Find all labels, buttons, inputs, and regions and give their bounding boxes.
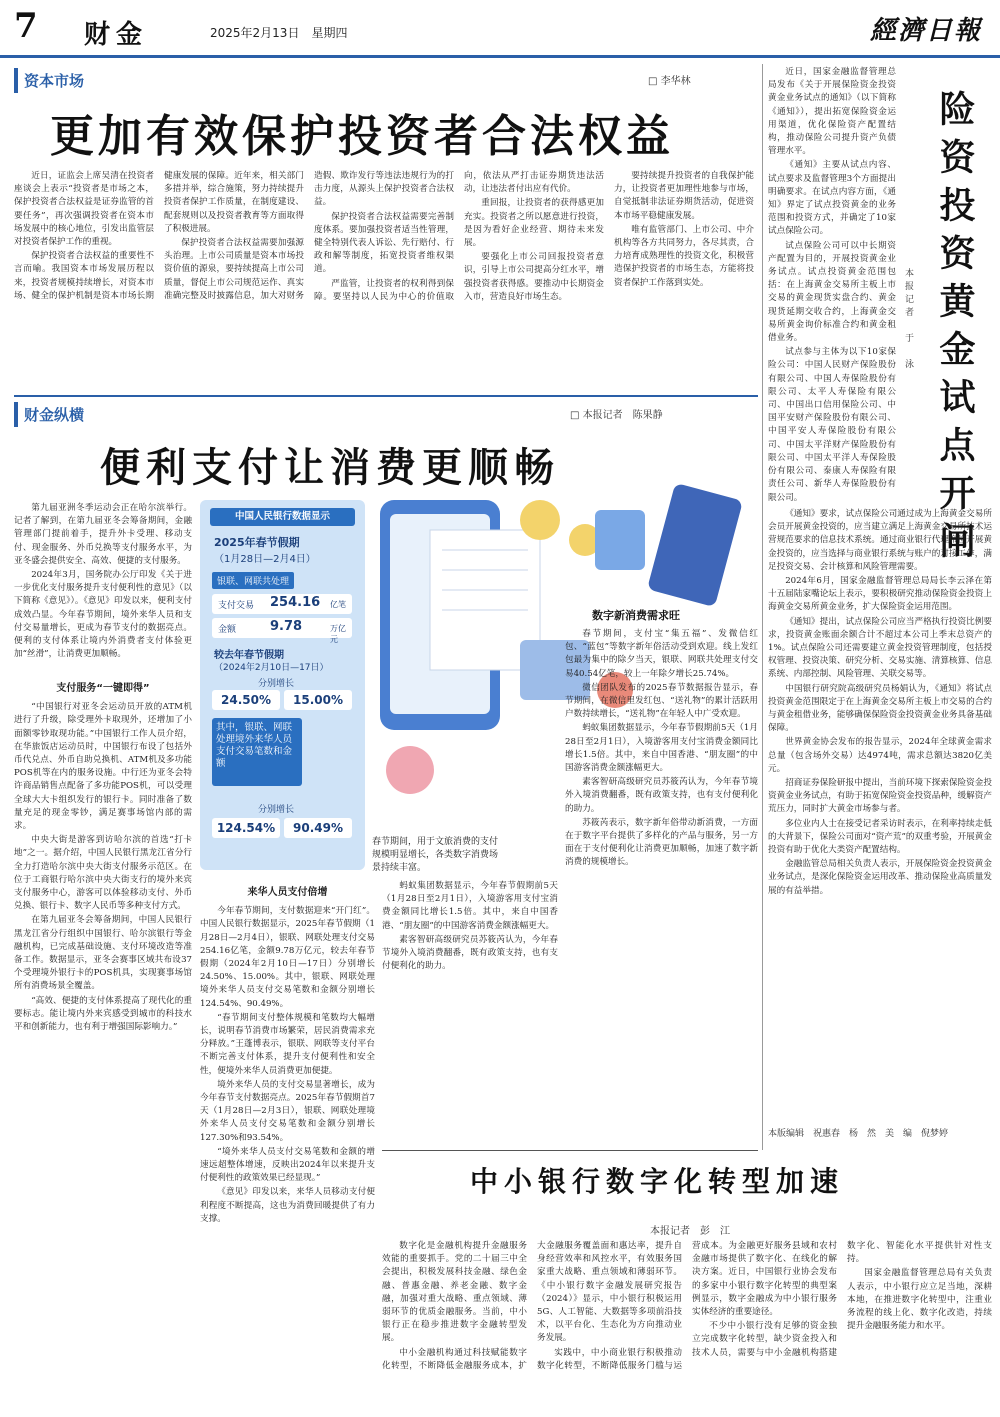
sidebar-paragraph: 试点参与主体为以下10家保险公司：中国人民财产保险股份有限公司、中国人寿保险股份有限公司、太平人寿保险有限公司、中国出口信用保险公司、中国平安财产保险股份有限公司、中国平安人寿保险股份有限公司、中国太平洋财产保险股份有限公司、中国太平洋人寿保险股份有限公司、泰康人寿保险有限责任公司、新华人寿保险股份有限公司。 — [768, 347, 896, 503]
row-unit: 万亿元 — [330, 624, 346, 644]
payment-data-infographic — [200, 500, 365, 870]
infographic-row-amount — [212, 618, 352, 644]
newspaper-logo: 經濟日報 — [869, 16, 982, 46]
article3-paragraph: 不少中小银行没有足够的资金独立完成数字化转型，缺少资金投入和技术人员，需要与中小金融机构搭建数字化、智能化水平提供针对性支持。 — [692, 1241, 992, 1358]
sidebar-paragraph: 多位业内人士在接受记者采访时表示，在利率持续走低的大背景下，保险公司面对“资产荒”的双重考验，开展黄金投资有助于优化大类资产配置结构。 — [768, 818, 992, 856]
section-tag-finance: 财金纵横 — [14, 402, 90, 427]
infographic-banner: 中国人民银行数据显示 — [210, 508, 355, 526]
infographic-compare-range: （2024年2月10日—17日） — [214, 663, 329, 673]
article1-paragraph: 唯有监管部门、上市公司、中介机构等各方共同努力，各尽其责，合力培育成熟理性的投资文化，积极营造保护投资者的市场生态，方能将投资者保护工作落到实处。 — [614, 224, 754, 288]
article1-byline: □ 李华林 — [648, 76, 691, 87]
illustration-caption: 春节期间，用于文旅消费的支付规模明显增长，各类数字消费场景持续丰富。 — [372, 837, 499, 873]
article2-paragraph: 今年春节期间，支付数据迎来“开门红”。中国人民银行数据显示，2025年春节假期（1月28日—2月4日），银联、网联处理支付交易254.16亿笔，金额9.78万亿元，较去年春节假期（2024年2月10日—17日）分别增长24.50%、15.00%。其中，银联、网联处理境外来华人员支付交易笔数和金额分别增长124.54%、90.49%。 — [200, 906, 375, 1009]
infographic-compare-title: 较去年春节假期 — [214, 650, 284, 661]
sidebar-headline: 险资投资黄金试点开闸 — [934, 90, 976, 570]
article2-left-column — [14, 676, 192, 1406]
sidebar-paragraph: 2024年6月，国家金融监督管理总局局长李云泽在第十五届陆家嘴论坛上表示，要积极研究推动保险资金投资上海黄金交易所黄金业务，扩大保险资金运用范围。 — [768, 576, 992, 613]
article2-paragraph: 在第九届亚冬会筹备期间，中国人民银行黑龙江省分行组织中国银行、哈尔滨银行等金融机构，已完成基础设施、支付环境改造等准备工作。数据显示，亚冬会赛事区域共布设37个受理境外银行卡的POS机具，实现赛事场馆所有消费场景全覆盖。 — [14, 915, 192, 992]
sidebar-paragraph: 《通知》提出，试点保险公司应当严格执行投资比例要求，投资黄金账面余额合计不超过本公司上季末总资产的1%。试点保险公司还需要建立黄金投资管理制度，包括授权管理、投资决策、研究分析、交易实施、清算核算、信息系统、内部控制、风险管理、关联交易等。 — [768, 616, 992, 680]
growth-inbound-transactions: 124.54% — [212, 818, 280, 838]
article1-paragraph: 保护投资者合法权益的重要性不言而喻。我国资本市场发展历程以来，投资者规模持续增长，对资本市场、健全的保护机制是资本市场长期健康发展的保障。近年来，相关部门多措并举，综合施策，努力持续提升投资者保护工作质量，在制度建设、配套规则以及投资者教育等方面取得了积极进展。 — [14, 171, 304, 301]
sidebar-paragraph: 世界黄金协会发布的报告显示，2024年全球黄金需求总量（包含场外交易）达4974吨，需求总额达3820亿美元。 — [768, 737, 992, 774]
article2-paragraph: 苏筱芮表示，数字新年俗带动新消费，一方面在于数字平台提供了多样化的产品与服务，另一方面在于支付便利化让消费更加顺畅，加速了数字新消费的规模增长。 — [565, 817, 758, 868]
article2-paragraph: 春节期间，支付宝“集五福”、发微信红包、“蓝包”等数字新年俗活动受到欢迎。线上发红包最为集中的除夕当天，银联、网联共处理支付交易40.54亿笔，较上一年除夕增长25.74%。 — [565, 629, 758, 679]
article3-headline: 中小银行数字化转型加速 — [470, 1165, 845, 1198]
smartwatch-icon — [386, 746, 434, 794]
growth-inbound-amount: 90.49% — [284, 818, 352, 838]
infographic-period-title: 2025年春节假期 — [214, 536, 300, 549]
sidebar-top-column — [768, 66, 896, 506]
row-label: 支付交易 — [218, 601, 255, 611]
article2-paragraph: 素客智研高级研究员苏筱芮认为，今年春节境外入境消费翻番，既有政策支持，也有支付便利化的助力。 — [382, 934, 558, 972]
article1-paragraph: 保护投资者合法权益需要加强源头治理。上市公司质量是资本市场投资价值的源泉，要持续提高上市公司质量，督促上市公司规范运作、真实准确完整及时披露信息，加大对财务造假、欺诈发行等违法违规行为的打击力度，从源头上保护投资者合法权益。 — [164, 171, 454, 301]
article3-paragraph: 国家金融监督管理总局有关负责人表示，中小银行应立足当地，深耕本地，在推进数字化转型中，注重业务流程的线上化、数字化改造，持续提升金融服务能力和水平。 — [847, 1268, 992, 1332]
infographic-period-range: （1月28日—2月4日） — [214, 554, 316, 565]
section-title: 财金 — [84, 20, 149, 50]
article2-paragraph: 蚂蚁集团数据显示，今年春节假期前5天（1月28日至2月1日），入境游客用支付宝消费金额同比增长1.5倍。其中，来自中国香港、“朋友圈”的中国游客消费金额涨幅更大。 — [565, 723, 758, 774]
article2-paragraph: 2024年3月，国务院办公厅印发《关于进一步优化支付服务提升支付便利性的意见》（以下简称《意见》）。《意见》印发以来，便利支付成效凸显。今年春节期间，境外来华人员和支付交易量增长，更成为春节支付的数据亮点。便利的支付体系让境内外消费者支付体验更加“丝滑”，让消费更加顺畅。 — [14, 570, 192, 660]
article2-headline: 便利支付让消费更顺畅 — [100, 444, 560, 491]
article2-paragraph: 境外来华人员的支付交易显著增长，成为今年春节支付数据亮点。2025年春节假期首7天（1月28日—2月3日），银联、网联处理境外来华人员支付交易笔数和金额分别增长127.30%和93.54%。 — [200, 1079, 375, 1143]
divider — [382, 1150, 758, 1151]
bank-card-icon — [647, 483, 743, 607]
article3-byline: 本报记者 彭 江 — [650, 1226, 730, 1237]
sidebar-paragraph: 金融监管总局相关负责人表示，开展保险资金投资黄金业务试点，是深化保险资金运用改革、推动保险业高质量发展的有益举措。 — [768, 859, 992, 896]
page-number: 7 — [14, 6, 38, 46]
article3-paragraph: 实践中，中小商业银行积极推动数字化转型，不断降低服务门槛与运营成本。为金融更好服务县域和农村金融市场提供了数字化、在线化的解决方案。近日，中国银行业协会发布的多家中小银行数字化转型的典型案例显示，数字金融成为中小银行服务实体经济的重要途径。 — [537, 1241, 837, 1371]
article2-paragraph: 第九届亚洲冬季运动会正在哈尔滨举行。记者了解到，在第九届亚冬会筹备期间，金融管理部门提前着手，提升外卡受理、移动支付、现金服务、外币兑换等支付服务水平，为亚冬盛会提供安全、高效、便捷的支付服务。 — [14, 503, 192, 566]
editor-credits: 本版编辑 祝惠春 杨 然 美 编 倪梦婷 — [768, 1129, 949, 1139]
coin-icon — [520, 500, 560, 540]
sidebar-byline: 本报记者 于 泳 — [903, 268, 913, 372]
infographic-row-transactions — [212, 594, 352, 614]
growth-amount: 15.00% — [284, 690, 352, 710]
subhead-digital-consumption: 数字新消费需求旺 — [592, 609, 680, 622]
article2-paragraph: “中国银行对亚冬会运动员开放的ATM机进行了升级，除受理外卡取现外，还增加了小面额零钞取现功能。”中国银行工作人员介绍，在华旅饭店运动员时，中国银行布设了包括外币代兑点、外币自助兑换机、ATM机及多功能POS机等在内的服务设施。中行还为亚冬会特许商品销售点配备了多功能POS机，可以受理全球大大卡组织发行的银行卡。同时准备了数量充足的现金零钞，满足赛事场馆内部的需求。 — [14, 702, 192, 832]
issue-date: 2025年2月13日 星期四 — [210, 26, 348, 40]
article2-middle-column-2 — [382, 880, 558, 1142]
article2-paragraph: “高效、便捷的支付体系提高了现代化的重要标志。能让境内外来宾感受到城市的科技水平和创新能力，也有利于增强国际影响力。” — [14, 995, 192, 1033]
infographic-inbound-note: 其中，银联、网联处理境外来华人员支付交易笔数和金额 — [212, 718, 302, 786]
infographic-tag: 银联、网联共处理 — [212, 572, 294, 589]
infographic-growth-pair — [212, 690, 352, 710]
sidebar-paragraph: 《通知》主要从试点内容、试点要求及监督管理3个方面提出明确要求。在试点内容方面，《通知》界定了试点投资黄金的业务范围和投资方式，并确定了10家试点保险公司。 — [768, 160, 896, 237]
article1-paragraph: 近日，证监会上席吴清在投资者座谈会上表示“投资者是市场之本，保护投资者合法权益是证券监管的首要任务”，再次强调投资者在资本市场发展中的核心地位，引发出监管层对投资者保护工作的重视。 — [14, 171, 154, 248]
article1-paragraph: 要持续提升投资者的自我保护能力，让投资者更加理性地参与市场，自觉抵制非法证券期货活动，促进资本市场平稳健康发展。 — [614, 171, 754, 221]
article2-intro — [14, 502, 192, 672]
divider — [14, 395, 758, 397]
infographic-growth-pair-2 — [212, 818, 352, 838]
sidebar-paragraph: 招商证券保险研报中提出，当前环境下探索保险资金投资黄金业务试点，有助于拓宽保险资金投资品种，缓解资产荒压力，同时扩大黄金市场参与者。 — [768, 778, 992, 815]
infographic-growth-label-2: 分别增长 — [258, 805, 295, 815]
article2-right-column — [565, 628, 758, 1148]
article1-paragraph: 要强化上市公司回报投资者意识，引导上市公司提高分红水平，增强投资者获得感。要推动中长期资金入市，营造良好市场生态。 — [464, 252, 604, 302]
article1-headline: 更加有效保护投资者合法权益 — [50, 111, 674, 162]
article2-paragraph: 微信团队发布的2025春节数据报告显示，春节期间，在微信里发红包、“送礼物”的累计活跃用户数持续增长，“送礼物”在年轻人中广受欢迎。 — [565, 682, 758, 720]
article2-paragraph: “春节期间支付整体规模和笔数均大幅增长，说明春节消费市场繁荣，居民消费需求充分释放。”王蓬博表示，银联、网联等支付平台不断完善支付体系，提升支付便利性和安全性，便境外来华人员消费更加便捷。 — [200, 1012, 375, 1076]
article2-paragraph: 蚂蚁集团数据显示，今年春节假期前5天（1月28日至2月1日），入境游客用支付宝消费金额同比增长1.5倍。其中，来自中国香港、“朋友圈”的中国游客消费金额涨幅更大。 — [382, 881, 558, 931]
article2-paragraph: 素客智研高级研究员苏筱芮认为，今年春节境外入境消费翻番，既有政策支持，也有支付便利化的助力。 — [565, 777, 758, 814]
article1-paragraph: 重回报，让投资者的获得感更加充实。投资者之所以愿意进行投资，是因为看好企业经营、期待未来发展。 — [464, 198, 604, 249]
article2-paragraph: “境外来华人员支付交易笔数和金额的增速远超整体增速，反映出2024年以来提升支付便利性的政策效果已经显现。” — [200, 1146, 375, 1184]
sidebar-paragraph: 中国银行研究院高级研究员杨娟认为，《通知》将试点投资黄金范围限定于在上海黄金交易所主板上市交易的合约与黄金租借业务，能够确保保险资金投资黄金业务具备基础保障。 — [768, 683, 992, 734]
article2-byline: □ 本报记者 陈果静 — [570, 410, 663, 421]
subhead-inbound-payments: 来华人员支付倍增 — [247, 887, 328, 898]
shopping-bag-icon — [595, 510, 645, 570]
row-value: 254.16 — [270, 595, 321, 610]
article1-paragraph: 保护投资者合法权益需要完善制度体系。要加强投资者适当性管理，健全特别代表人诉讼、先行赔付、行政和解等制度，拓宽投资者维权渠道。 — [314, 211, 454, 275]
article2-paragraph: 《意见》印发以来，来华人员移动支付便利程度不断提高，这也为消费回暖提供了有力支撑。 — [200, 1187, 375, 1224]
row-unit: 亿笔 — [330, 600, 346, 609]
sidebar-paragraph: 《通知》要求，试点保险公司通过成为上海黄金交易所会员开展黄金投资的，应当建立满足上海黄金交易所技术运营规范要求的信息技术系统。通过商业银行代理席位开展黄金投资的，应当选择与商业银行系统与账户的对接工作，满足投资交易、会计核算和风险管理需要。 — [768, 509, 992, 572]
masthead — [0, 0, 1000, 58]
infographic-growth-label: 分别增长 — [258, 679, 295, 689]
article3-paragraph: 数字化是金融机构提升金融服务效能的重要抓手。党的二十届三中全会提出，积极发展科技金融、绿色金融、普惠金融、养老金融、数字金融，加强对重大战略、重点领域、薄弱环节的优质金融服务。当前，中小银行正在稳步推进数字金融转型发展。 — [382, 1241, 527, 1344]
article3-paragraph: 中小金融机构通过科技赋能数字化转型，不断降低金融服务成本，扩大金融服务覆盖面和惠达率，提升自身经营效率和风控水平，有效服务国家重大战略、重点领域和薄弱环节。《中小银行数字金融发展研究报告（2024）》显示，中小银行积极运用5G、人工智能、大数据等多项前沿技术，以平台化、生态化为方向推动业务发展。 — [382, 1241, 682, 1371]
row-label: 金额 — [218, 625, 237, 635]
article2-paragraph: 中央大街是游客到访哈尔滨的首选“打卡地”之一。据介绍，中国人民银行黑龙江省分行全力打造哈尔滨中央大街支付服务示范区。在位于工商银行哈尔滨中央大街支行的境外来宾支付服务中心，游客可以体验移动支付、外币兑换、银行卡、数字人民币等多种支付方式。 — [14, 835, 192, 912]
article3-body — [382, 1240, 992, 1412]
subhead-payment-service: 支付服务“一键即得” — [56, 683, 150, 694]
sidebar-bottom-column — [768, 508, 992, 1120]
article2-middle-column — [200, 880, 375, 1405]
sidebar-paragraph: 近日，国家金融监督管理总局发布《关于开展保险资金投资黄金业务试点的通知》（以下简称《通知》），提出拓宽保险资金运用渠道，优化保险资产配置结构，推动保险公司提升资产负债管理水平。 — [768, 67, 896, 157]
row-value: 9.78 — [270, 619, 303, 634]
growth-transactions: 24.50% — [212, 690, 280, 710]
sidebar-paragraph: 试点保险公司可以中长期资产配置为目的，开展投资黄金业务试点。试点投资黄金范围包括：在上海黄金交易所主板上市交易的黄金现货实盘合约、黄金现货延期交收合约，上海黄金交易所黄金询价标准合约和黄金租借业务。 — [768, 240, 896, 344]
article1-body — [14, 170, 754, 390]
article1-paragraph: 严监管，让投资者的权利得到保障。要坚持以人民为中心的价值取向，依法从严打击证券期货违法活动，让违法者付出应有代价。 — [314, 171, 604, 302]
section-tag-capital-market: 资本市场 — [14, 68, 90, 93]
column-rule — [762, 64, 763, 1150]
